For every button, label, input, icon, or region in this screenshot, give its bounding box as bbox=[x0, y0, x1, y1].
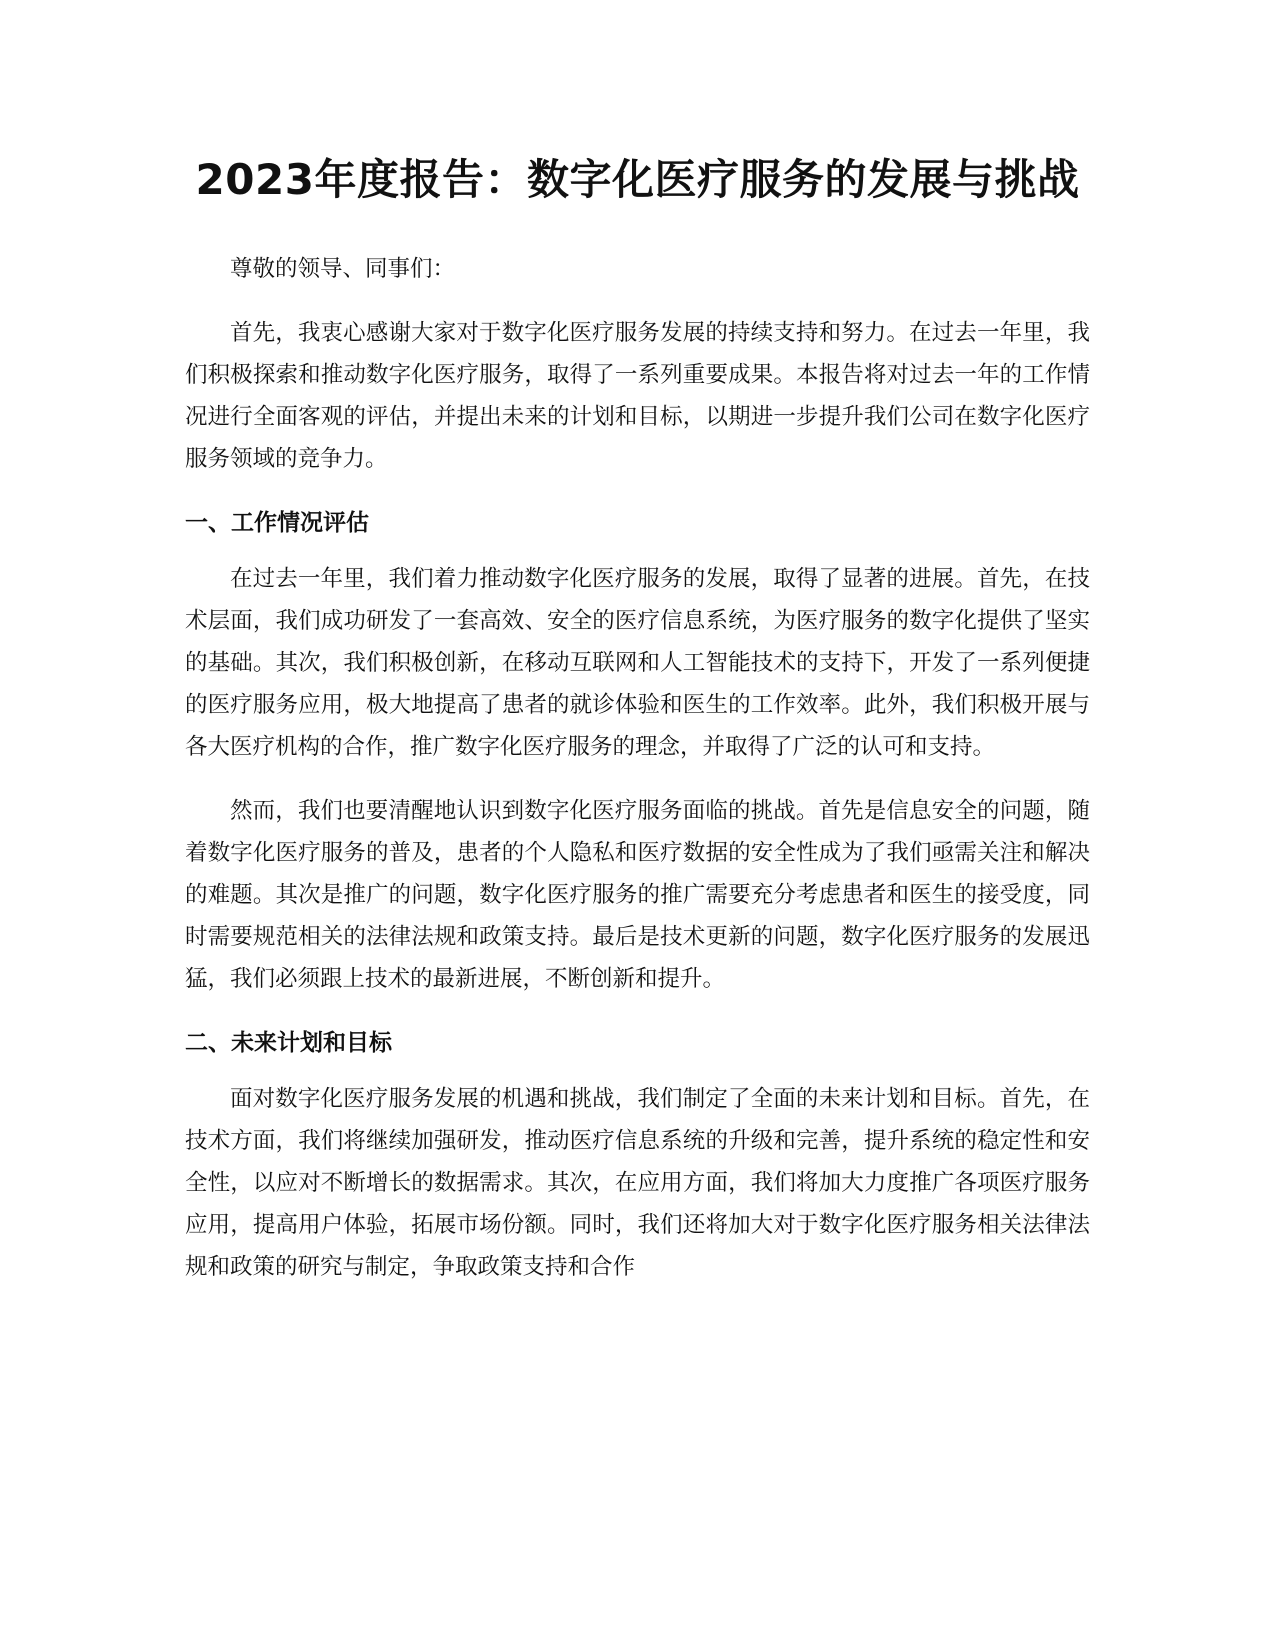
section-paragraph: 面对数字化医疗服务发展的机遇和挑战，我们制定了全面的未来计划和目标。首先，在技术方面，我们将继续加强研发，推动医疗信息系统的升级和完善，提升系统的稳定性和安全性，以应对不断增长的数据需求。其次，在应用方面，我们将加大力度推广各项医疗服务应用，提高用户体验，拓展市场份额。同时，我们还将加大对于数字化医疗服务相关法律法规和政策的研究与制定，争取政策支持和合作 bbox=[185, 1086, 1090, 1280]
intro-paragraph: 首先，我衷心感谢大家对于数字化医疗服务发展的持续支持和努力。在过去一年里，我们积极探索和推动数字化医疗服务，取得了一系列重要成果。本报告将对过去一年的工作情况进行全面客观的评估，并提出未来的计划和目标，以期进一步提升我们公司在数字化医疗服务领域的竞争力。 bbox=[185, 320, 1090, 472]
document-page bbox=[185, 140, 1090, 1310]
section-paragraph: 然而，我们也要清醒地认识到数字化医疗服务面临的挑战。首先是信息安全的问题，随着数字化医疗服务的普及，患者的个人隐私和医疗数据的安全性成为了我们亟需关注和解决的难题。其次是推广的问题，数字化医疗服务的推广需要充分考虑患者和医生的接受度，同时需要规范相关的法律法规和政策支持。最后是技术更新的问题，数字化医疗服务的发展迅猛，我们必须跟上技术的最新进展，不断创新和提升。 bbox=[185, 798, 1090, 992]
section-paragraph: 在过去一年里，我们着力推动数字化医疗服务的发展，取得了显著的进展。首先，在技术层面，我们成功研发了一套高效、安全的医疗信息系统，为医疗服务的数字化提供了坚实的基础。其次，我们积极创新，在移动互联网和人工智能技术的支持下，开发了一系列便捷的医疗服务应用，极大地提高了患者的就诊体验和医生的工作效率。此外，我们积极开展与各大医疗机构的合作，推广数字化医疗服务的理念，并取得了广泛的认可和支持。 bbox=[185, 566, 1090, 760]
section-heading-work-assessment: 一、工作情况评估 bbox=[185, 510, 369, 536]
salutation: 尊敬的领导、同事们： bbox=[230, 256, 456, 282]
document-title: 2023年度报告：数字化医疗服务的发展与挑战 bbox=[195, 155, 1080, 204]
section-heading-future-plans: 二、未来计划和目标 bbox=[185, 1030, 392, 1056]
